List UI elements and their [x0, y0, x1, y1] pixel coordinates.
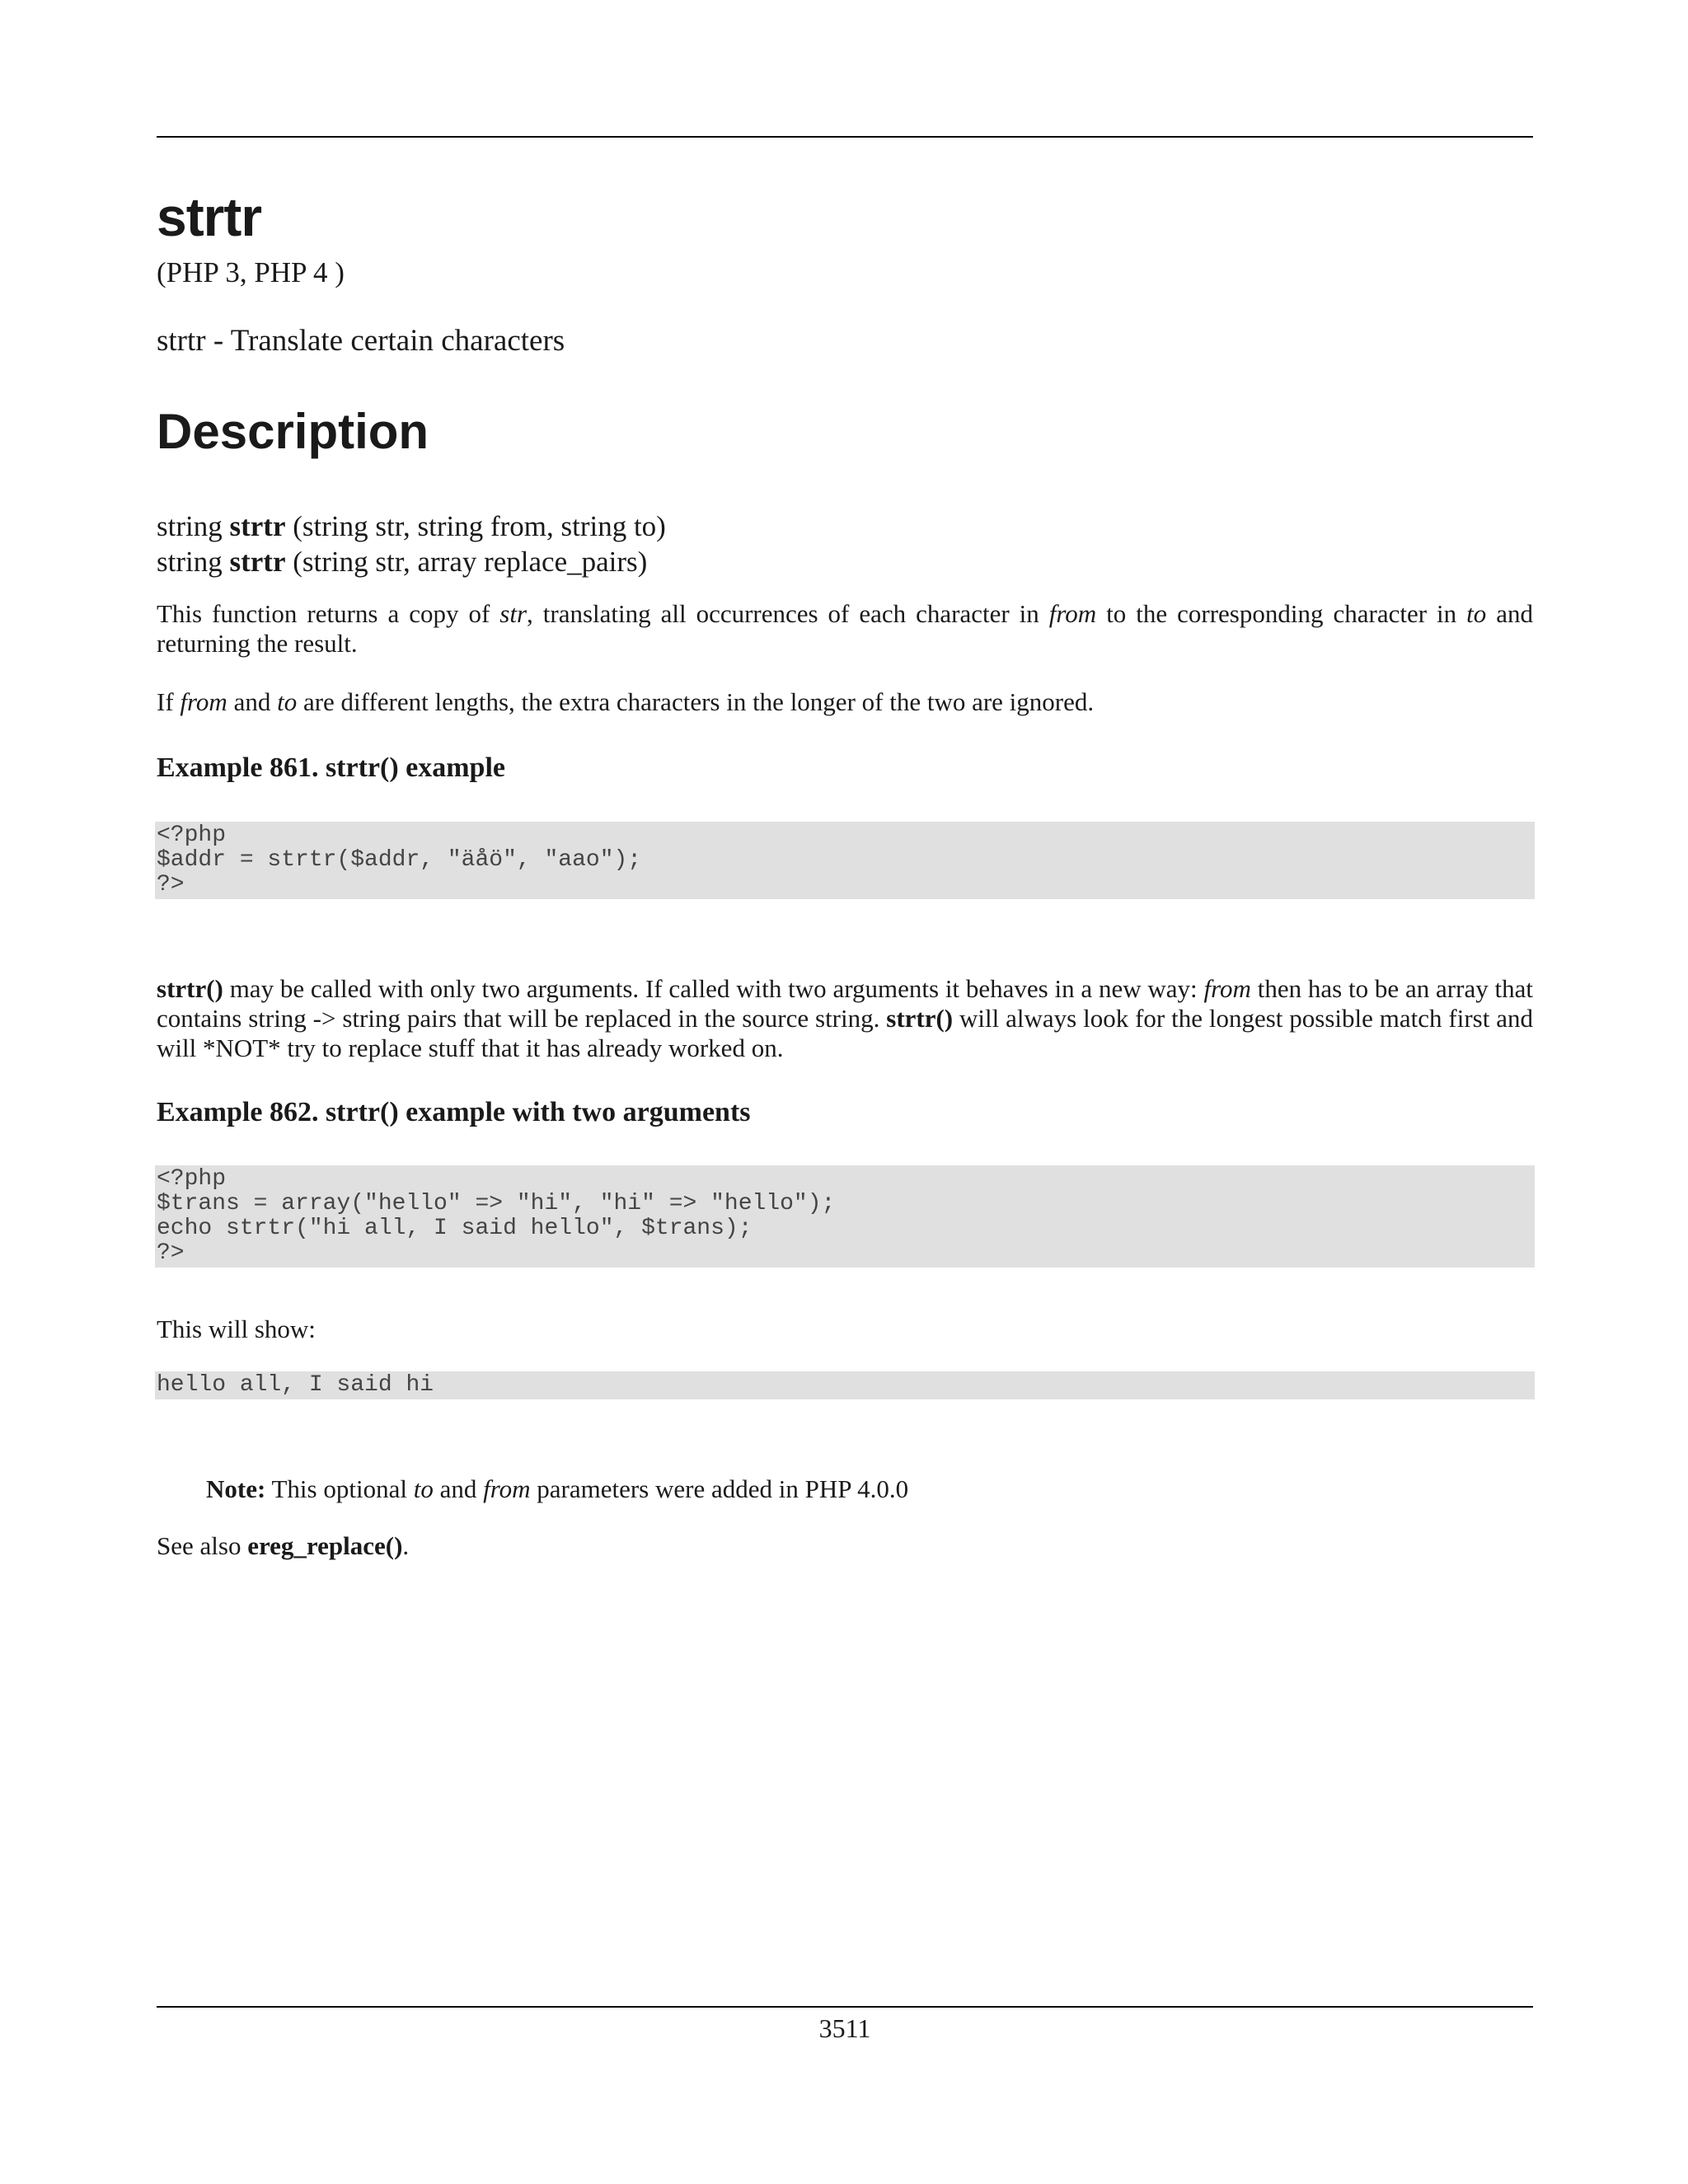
footer-rule: [157, 2006, 1533, 2008]
description-heading: Description: [157, 404, 429, 459]
synopsis-line: string strtr (string str, string from, string to): [157, 510, 666, 542]
document-page: [157, 0, 1533, 2184]
ereg-replace-link[interactable]: ereg_replace(): [247, 1531, 403, 1560]
see-also: See also ereg_replace().: [157, 1531, 410, 1560]
refpurpose: strtr - Translate certain characters: [157, 324, 565, 358]
page-number: 3511: [818, 2013, 871, 2043]
function-synopsis: [157, 509, 666, 579]
example-862-title: Example 862. strtr() example with two arguments: [157, 1097, 751, 1127]
php-versions: (PHP 3, PHP 4 ): [157, 256, 345, 288]
synopsis-line: string strtr (string str, array replace_pairs): [157, 546, 648, 578]
page-title: strtr: [157, 186, 262, 247]
example-861-code: <?php $addr = strtr($addr, "äåö", "aao"); ?>: [155, 822, 1535, 899]
paragraph-returns: This function returns a copy of str, translating all occurrences of each character in from to the corresponding character in to and returning the result.: [157, 599, 1533, 658]
note: Note: This optional to and from parameters were added in PHP 4.0.0: [206, 1474, 909, 1503]
paragraph-two-arguments: strtr() may be called with only two arguments. If called with two arguments it behaves in a new way: from then has to be an array that contains string -> string pairs that will be replaced in the source string. strtr() will always look for the longest possible match first and will *NOT* try to replace stuff that it has already worked on.: [157, 974, 1533, 1062]
example-862-code: <?php $trans = array("hello" => "hi", "hi" => "hello"); echo strtr("hi all, I said hello", $trans); ?>: [155, 1165, 1535, 1268]
paragraph-lengths: If from and to are different lengths, the extra characters in the longer of the two are ignored.: [157, 687, 1095, 716]
output-block: hello all, I said hi: [155, 1371, 1535, 1399]
example-861-title: Example 861. strtr() example: [157, 752, 506, 783]
header-rule: [157, 136, 1533, 138]
will-show-text: This will show:: [157, 1315, 316, 1343]
